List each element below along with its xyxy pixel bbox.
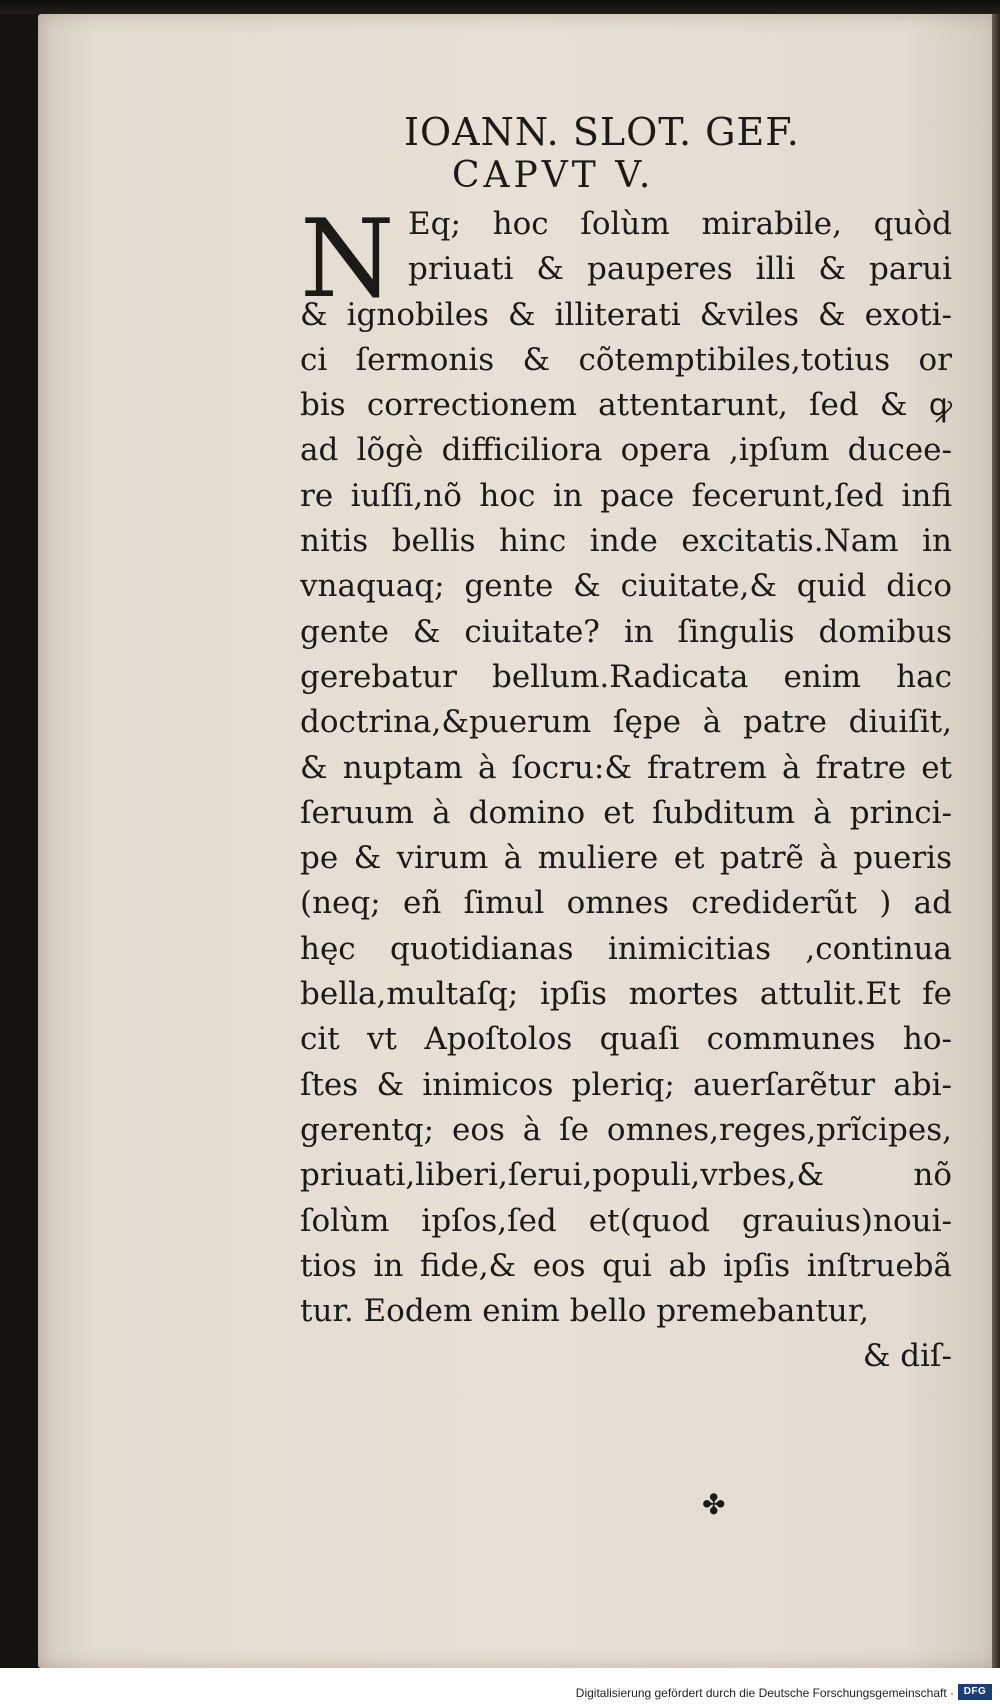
page-text <box>300 110 960 1379</box>
footer-credit: Digitalisierung gefördert durch die Deutsche Forschungsgemeinschaft · <box>575 1686 954 1700</box>
text-line: priuati & pauperes illi & parui <box>408 251 952 288</box>
text-line: ſolùm ipſos,ſed et(quod grauius)noui- <box>300 1202 952 1239</box>
dfg-logo-icon: DFG <box>958 1684 992 1700</box>
text-line: tur. Eodem enim bello premebantur, <box>300 1293 870 1330</box>
page-edge-shadow <box>992 14 1000 1668</box>
text-line: tios in fide,& eos qui ab ipſis inſtruebã <box>300 1247 952 1284</box>
ornament-icon: ✤ <box>702 1488 726 1521</box>
text-line: Eq; hoc ſolùm mirabile, quòd <box>408 206 952 242</box>
text-line: bis correctionem attentarunt, ſed & ꝙ <box>300 387 952 424</box>
text-line: bella,multaſq; ipſis mortes attulit.Et fe <box>300 976 952 1013</box>
chapter-heading: CAPVT V. <box>452 155 655 196</box>
text-line: pe & virum à muliere et patrẽ à pueris <box>300 840 952 877</box>
text-line: gerebatur bellum.Radicata enim hac <box>300 658 952 695</box>
text-line: (neq; eñ ſimul omnes crediderũt ) ad <box>300 885 952 922</box>
text-line: cit vt Apoſtolos quaſi communes ho- <box>300 1021 952 1058</box>
text-line: doctrina,&puerum ſępe à patre diuiſit, <box>300 704 952 741</box>
text-line: re iuſſi,nõ hoc in pace fecerunt,ſed infi <box>300 477 952 514</box>
text-line: ci ſermonis & cõtemptibiles,totius or <box>300 341 952 378</box>
running-head: IOANN. SLOT. GEF. <box>404 110 800 154</box>
body-text <box>300 197 960 1334</box>
text-line: & ignobiles & illiterati &viles & exoti- <box>300 296 952 333</box>
text-line: & nuptam à ſocru:& fratrem à fratre et <box>300 749 952 786</box>
text-line: priuati,liberi,ſerui,populi,vrbes,& nõ <box>300 1157 952 1194</box>
catchword: & diſ- <box>862 1338 952 1375</box>
text-line: hęc quotidianas inimicitias ,continua <box>300 930 952 967</box>
text-line: ſtes & inimicos pleriq; auerſarẽtur abi- <box>300 1066 952 1103</box>
text-line: gerentq; eos à ſe omnes,reges,prĩcipes, <box>300 1111 952 1148</box>
text-line: ſeruum à domino et ſubditum à princi- <box>300 794 952 831</box>
drop-cap-initial: N <box>300 197 395 322</box>
top-edge <box>0 0 1000 14</box>
text-line: vnaquaq; gente & ciuitate,& quid dico <box>300 568 952 605</box>
text-line: ad lõgè difficiliora opera ,ipſum ducee- <box>300 432 952 469</box>
text-line: nitis bellis hinc inde excitatis.Nam in <box>300 523 952 560</box>
text-line: gente & ciuitate? in ſingulis domibus <box>300 613 952 650</box>
